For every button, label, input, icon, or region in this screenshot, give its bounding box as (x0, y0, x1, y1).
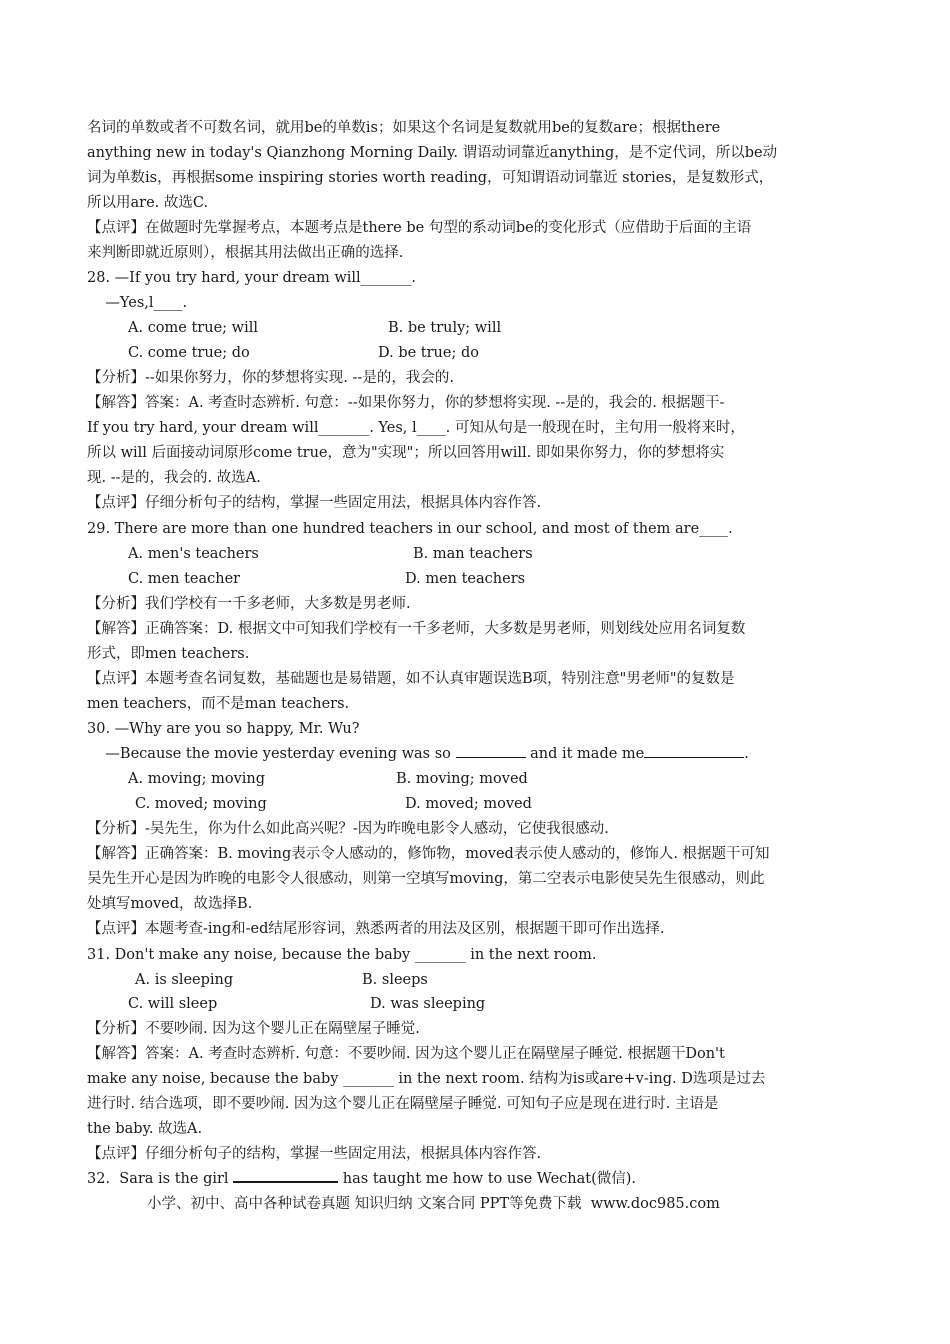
comment-28: 【点评】仔细分析句子的结构，掌握一些固定用法，根据具体内容作答. (87, 495, 542, 511)
q29-option-d: D. men teachers (405, 571, 526, 587)
q28-option-b: B. be truly; will (388, 320, 502, 336)
comment-30: 【点评】本题考查-ing和-ed结尾形容词，熟悉两者的用法及区别，根据题干即可作出选择. (87, 921, 665, 937)
answer-28: 【解答】答案：A. 考查时态辨析. 句意：--如果你努力，你的梦想将实现. --是的，我会的. 根据题干- (87, 395, 725, 411)
question-30-reply (87, 744, 749, 764)
analysis-30: 【分析】-吴先生，你为什么如此高兴呢？-因为昨晚电影令人感动，它使我很感动. (87, 821, 609, 837)
q31-option-c: C. will sleep (128, 996, 218, 1012)
q32-start: 32. Sara is the girl (87, 1171, 234, 1187)
q29-option-b: B. man teachers (413, 546, 533, 562)
text-line: 现. --是的，我会的. 故选A. (87, 470, 261, 486)
answer-30: 【解答】正确答案：B. moving表示令人感动的，修饰物，moved表示使人感动的，修饰人. 根据题干可知 (87, 846, 770, 862)
question-28: 28. —If you try hard, your dream will_______. (87, 270, 416, 286)
q28-option-a: A. come true; will (128, 320, 258, 336)
text-line: 进行时. 结合选项，即不要吵闹. 因为这个婴儿正在隔壁屋子睡觉. 可知句子应是现在进行时. 主语是 (87, 1096, 719, 1112)
answer-blank (644, 745, 744, 758)
answer-31: 【解答】答案：A. 考查时态辨析. 句意：不要吵闹. 因为这个婴儿正在隔壁屋子睡觉. 根据题干Don't (87, 1046, 725, 1062)
q30-option-d: D. moved; moved (405, 796, 532, 812)
text-line: 所以 will 后面接动词原形come true，意为"实现"；所以回答用will. 即如果你努力，你的梦想将实 (87, 445, 725, 461)
comment-31: 【点评】仔细分析句子的结构，掌握一些固定用法，根据具体内容作答. (87, 1146, 542, 1162)
q28-option-c: C. come true; do (128, 345, 250, 361)
q30-option-a: A. moving; moving (128, 771, 266, 787)
text-line: 来判断即就近原则），根据其用法做出正确的选择. (87, 245, 404, 261)
text-line: If you try hard, your dream will_______. Yes, l____. 可知从句是一般现在时，主句用一般将来时， (87, 420, 745, 436)
question-29: 29. There are more than one hundred teachers in our school, and most of them are____. (87, 521, 733, 537)
q30-reply-mid: and it made me (525, 746, 645, 762)
answer-29: 【解答】正确答案：D. 根据文中可知我们学校有一千多老师，大多数是男老师，则划线处应用名词复数 (87, 621, 746, 637)
question-28-reply: —Yes,l____. (87, 295, 188, 311)
text-line: the baby. 故选A. (87, 1121, 203, 1137)
q30-option-c: C. moved; moving (135, 796, 267, 812)
q32-end: has taught me how to use Wechat(微信). (338, 1171, 637, 1187)
q30-reply-start: —Because the movie yesterday evening was so (87, 746, 456, 762)
text-line: 处填写moved，故选择B. (87, 896, 253, 912)
question-31: 31. Don't make any noise, because the baby _______ in the next room. (87, 947, 597, 963)
text-line: 名词的单数或者不可数名词，就用be的单数is；如果这个名词是复数就用be的复数are；根据there (87, 120, 721, 136)
text-line: make any noise, because the baby _______ in the next room. 结构为is或are+v-ing. D选项是过去 (87, 1071, 766, 1087)
q29-option-c: C. men teacher (128, 571, 241, 587)
q30-period: . (744, 746, 749, 762)
text-line: 形式，即men teachers. (87, 646, 250, 662)
q29-option-a: A. men's teachers (128, 546, 259, 562)
q31-option-d: D. was sleeping (370, 996, 486, 1012)
analysis-28: 【分析】--如果你努力，你的梦想将实现. --是的，我会的. (87, 370, 454, 386)
comment-29: 【点评】本题考查名词复数，基础题也是易错题，如不认真审题误选B项，特别注意"男老师"的复数是 (87, 671, 735, 687)
page-footer: 小学、初中、高中各种试卷真题 知识归纳 文案合同 PPT等免费下载 www.doc985.com (147, 1196, 720, 1212)
text-line: anything new in today's Qianzhong Morning Daily. 谓语动词靠近anything，是不定代词，所以be动 (87, 145, 778, 161)
question-32 (87, 1169, 636, 1189)
q31-option-a: A. is sleeping (135, 972, 234, 988)
q28-option-d: D. be true; do (378, 345, 479, 361)
question-30: 30. —Why are you so happy, Mr. Wu? (87, 721, 360, 737)
text-line: men teachers，而不是man teachers. (87, 696, 350, 712)
text-line: 所以用are. 故选C. (87, 195, 209, 211)
text-line: 【点评】在做题时先掌握考点，本题考点是there be 句型的系动词be的变化形式（应借助于后面的主语 (87, 220, 752, 236)
text-line: 吴先生开心是因为昨晚的电影令人很感动，则第一空填写moving，第二空表示电影使吴先生很感动，则此 (87, 871, 765, 887)
q30-option-b: B. moving; moved (396, 771, 528, 787)
analysis-31: 【分析】不要吵闹. 因为这个婴儿正在隔壁屋子睡觉. (87, 1021, 420, 1037)
answer-blank (233, 1169, 338, 1183)
text-line: 词为单数is，再根据some inspiring stories worth reading，可知谓语动词靠近 stories，是复数形式， (87, 170, 774, 186)
answer-blank (456, 745, 526, 758)
analysis-29: 【分析】我们学校有一千多老师，大多数是男老师. (87, 596, 411, 612)
q31-option-b: B. sleeps (362, 972, 428, 988)
